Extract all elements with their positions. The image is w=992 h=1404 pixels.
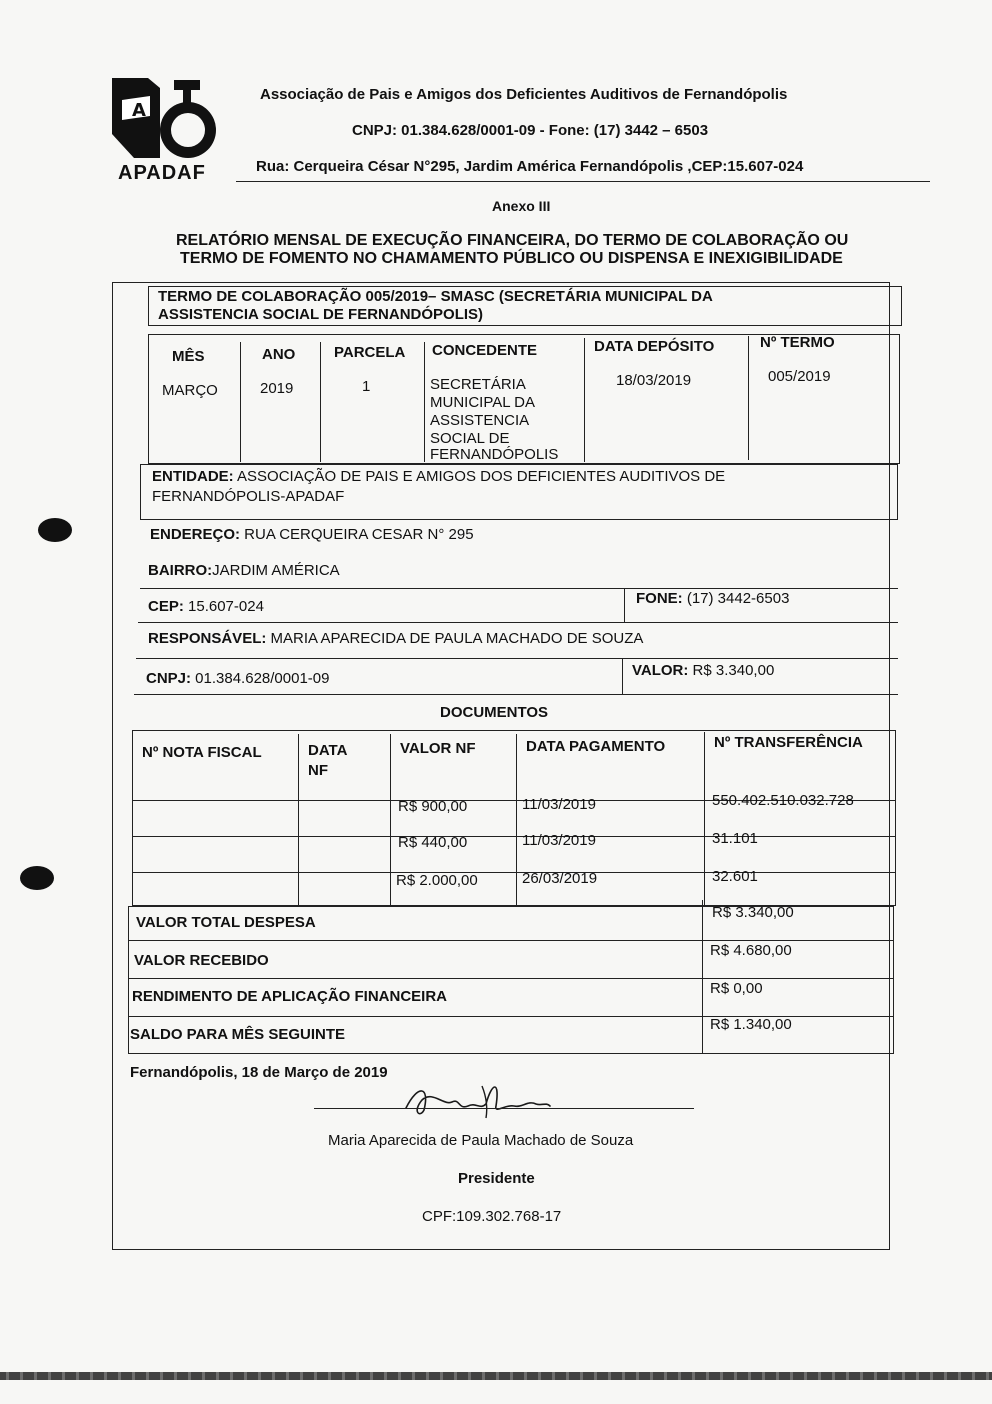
doc-row-3-payment-date: 26/03/2019 xyxy=(522,870,598,887)
neighborhood-value: JARDIM AMÉRICA xyxy=(212,562,340,579)
phone-row xyxy=(636,590,789,607)
entity-label: ENTIDADE: xyxy=(152,468,234,485)
amount-row xyxy=(632,662,774,679)
org-cnpj-phone: CNPJ: 01.384.628/0001-09 - Fone: (17) 3442 – 6503 xyxy=(352,122,709,139)
doc-row-divider-3 xyxy=(132,872,896,873)
neighborhood-label: BAIRRO: xyxy=(148,562,213,579)
doc-header-date-nf-1: DATA xyxy=(308,742,348,759)
header-month: MÊS xyxy=(172,348,205,365)
doc-col-divider-2 xyxy=(390,734,391,906)
header-installment: PARCELA xyxy=(334,344,406,361)
cnpj-value-divider xyxy=(622,658,623,694)
address-value: RUA CERQUEIRA CESAR N° 295 xyxy=(240,526,474,543)
signer-role: Presidente xyxy=(458,1170,535,1187)
doc-header-transfer: Nº TRANSFERÊNCIA xyxy=(714,734,863,751)
doc-col-divider-4 xyxy=(704,732,705,906)
doc-row-divider-2 xyxy=(132,836,896,837)
logo-text: APADAF xyxy=(118,162,206,184)
totals-col-divider xyxy=(702,900,703,1054)
value-year: 2019 xyxy=(260,380,294,397)
signer-cpf: CPF:109.302.768-17 xyxy=(422,1208,562,1225)
org-address: Rua: Cerqueira César N°295, Jardim América Fernandópolis ,CEP:15.607-024 xyxy=(256,158,804,175)
cep-row xyxy=(148,598,264,615)
value-grantor-line3: ASSISTENCIA xyxy=(430,412,530,429)
value-grantor-line1: SECRETÁRIA xyxy=(430,376,526,393)
cnpj-row xyxy=(146,670,329,687)
responsible-row xyxy=(148,630,643,647)
doc-row-1-transfer: 550.402.510.032.728 xyxy=(712,792,854,809)
cnpj-label: CNPJ: xyxy=(146,670,192,687)
header-deposit-date: DATA DEPÓSITO xyxy=(594,338,715,355)
responsible-row-top xyxy=(138,622,898,623)
cep-label: CEP: xyxy=(148,598,184,615)
value-deposit-date: 18/03/2019 xyxy=(616,372,692,389)
header-divider xyxy=(236,181,930,182)
value-grantor-line2: MUNICIPAL DA xyxy=(430,394,536,411)
phone-label: FONE: xyxy=(636,590,683,607)
value-installment: 1 xyxy=(362,378,371,395)
term-line2: ASSISTENCIA SOCIAL DE FERNANDÓPOLIS) xyxy=(158,306,484,323)
next-month-balance-value: R$ 1.340,00 xyxy=(710,1016,792,1033)
info-col-divider-5 xyxy=(748,336,749,460)
info-col-divider-1 xyxy=(240,342,241,462)
entity-value: ASSOCIAÇÃO DE PAIS E AMIGOS DOS DEFICIENTES AUDITIVOS DE xyxy=(233,468,726,485)
doc-col-divider-1 xyxy=(298,734,299,906)
term-line1: TERMO DE COLABORAÇÃO 005/2019– SMASC (SECRETÁRIA MUNICIPAL DA xyxy=(158,288,713,305)
punch-hole-bottom xyxy=(20,866,54,890)
report-title-line1: RELATÓRIO MENSAL DE EXECUÇÃO FINANCEIRA, DO TERMO DE COLABORAÇÃO OU xyxy=(176,232,849,249)
amount-label: VALOR: xyxy=(632,662,689,679)
entity-line1 xyxy=(152,468,725,485)
value-month: MARÇO xyxy=(162,382,218,399)
signature-line xyxy=(314,1108,694,1109)
entity-line2: FERNANDÓPOLIS-APADAF xyxy=(152,488,345,505)
doc-col-divider-3 xyxy=(516,734,517,906)
cep-value: 15.607-024 xyxy=(183,598,264,615)
documents-title: DOCUMENTOS xyxy=(440,704,549,721)
org-name: Associação de Pais e Amigos dos Deficientes Auditivos de Fernandópolis xyxy=(260,86,788,103)
doc-row-3-value: R$ 2.000,00 xyxy=(396,872,478,889)
signature-icon xyxy=(396,1076,556,1122)
total-expense-value: R$ 3.340,00 xyxy=(712,904,794,921)
punch-hole-top xyxy=(38,518,72,542)
totals-row-divider-2 xyxy=(128,978,894,979)
value-grantor-line4: SOCIAL DE xyxy=(430,430,510,447)
next-month-balance-label: SALDO PARA MÊS SEGUINTE xyxy=(130,1026,346,1043)
cep-phone-divider xyxy=(624,588,625,622)
doc-row-1-value: R$ 900,00 xyxy=(398,798,468,815)
phone-value: (17) 3442-6503 xyxy=(682,590,790,607)
scan-edge-stripe xyxy=(0,1372,992,1380)
value-term-number: 005/2019 xyxy=(768,368,831,385)
doc-header-value-nf: VALOR NF xyxy=(400,740,476,757)
responsible-label: RESPONSÁVEL: xyxy=(148,630,267,647)
documents-row-top xyxy=(134,694,898,695)
totals-row-divider-1 xyxy=(128,940,894,941)
address-label: ENDEREÇO: xyxy=(150,526,241,543)
neighborhood-row xyxy=(148,562,340,579)
info-col-divider-2 xyxy=(320,342,321,462)
signer-name: Maria Aparecida de Paula Machado de Souza xyxy=(328,1132,634,1149)
address-row xyxy=(150,526,474,543)
annex-label: Anexo III xyxy=(492,198,551,214)
doc-row-2-payment-date: 11/03/2019 xyxy=(522,832,596,849)
doc-row-1-payment-date: 11/03/2019 xyxy=(522,796,596,813)
logo-emblem-icon xyxy=(108,74,236,166)
value-grantor-line5: FERNANDÓPOLIS xyxy=(430,446,559,463)
total-expense-label: VALOR TOTAL DESPESA xyxy=(136,914,316,931)
info-col-divider-4 xyxy=(584,338,585,462)
responsible-value: MARIA APARECIDA DE PAULA MACHADO DE SOUZA xyxy=(266,630,644,647)
svg-text:A: A xyxy=(132,100,146,121)
cnpj-value: 01.384.628/0001-09 xyxy=(191,670,330,687)
amount-value: R$ 3.340,00 xyxy=(688,662,775,679)
cnpj-row-top xyxy=(136,658,898,659)
total-received-label: VALOR RECEBIDO xyxy=(134,952,269,969)
header-year: ANO xyxy=(262,346,296,363)
financial-yield-value: R$ 0,00 xyxy=(710,980,763,997)
header-grantor: CONCEDENTE xyxy=(432,342,538,359)
doc-row-2-transfer: 31.101 xyxy=(712,830,758,847)
financial-yield-label: RENDIMENTO DE APLICAÇÃO FINANCEIRA xyxy=(132,988,448,1005)
total-received-value: R$ 4.680,00 xyxy=(710,942,792,959)
header-term-number: Nº TERMO xyxy=(760,334,835,351)
logo xyxy=(108,74,236,182)
info-col-divider-3 xyxy=(424,342,425,462)
doc-header-invoice: Nº NOTA FISCAL xyxy=(142,744,262,761)
cep-row-top xyxy=(140,588,898,589)
report-title-line2: TERMO DE FOMENTO NO CHAMAMENTO PÚBLICO OU DISPENSA E INEXIGIBILIDADE xyxy=(180,250,843,267)
place-date: Fernandópolis, 18 de Março de 2019 xyxy=(130,1064,388,1081)
doc-row-3-transfer: 32.601 xyxy=(712,868,758,885)
doc-header-date-nf-2: NF xyxy=(308,762,328,779)
doc-row-2-value: R$ 440,00 xyxy=(398,834,468,851)
doc-header-payment-date: DATA PAGAMENTO xyxy=(526,738,666,755)
